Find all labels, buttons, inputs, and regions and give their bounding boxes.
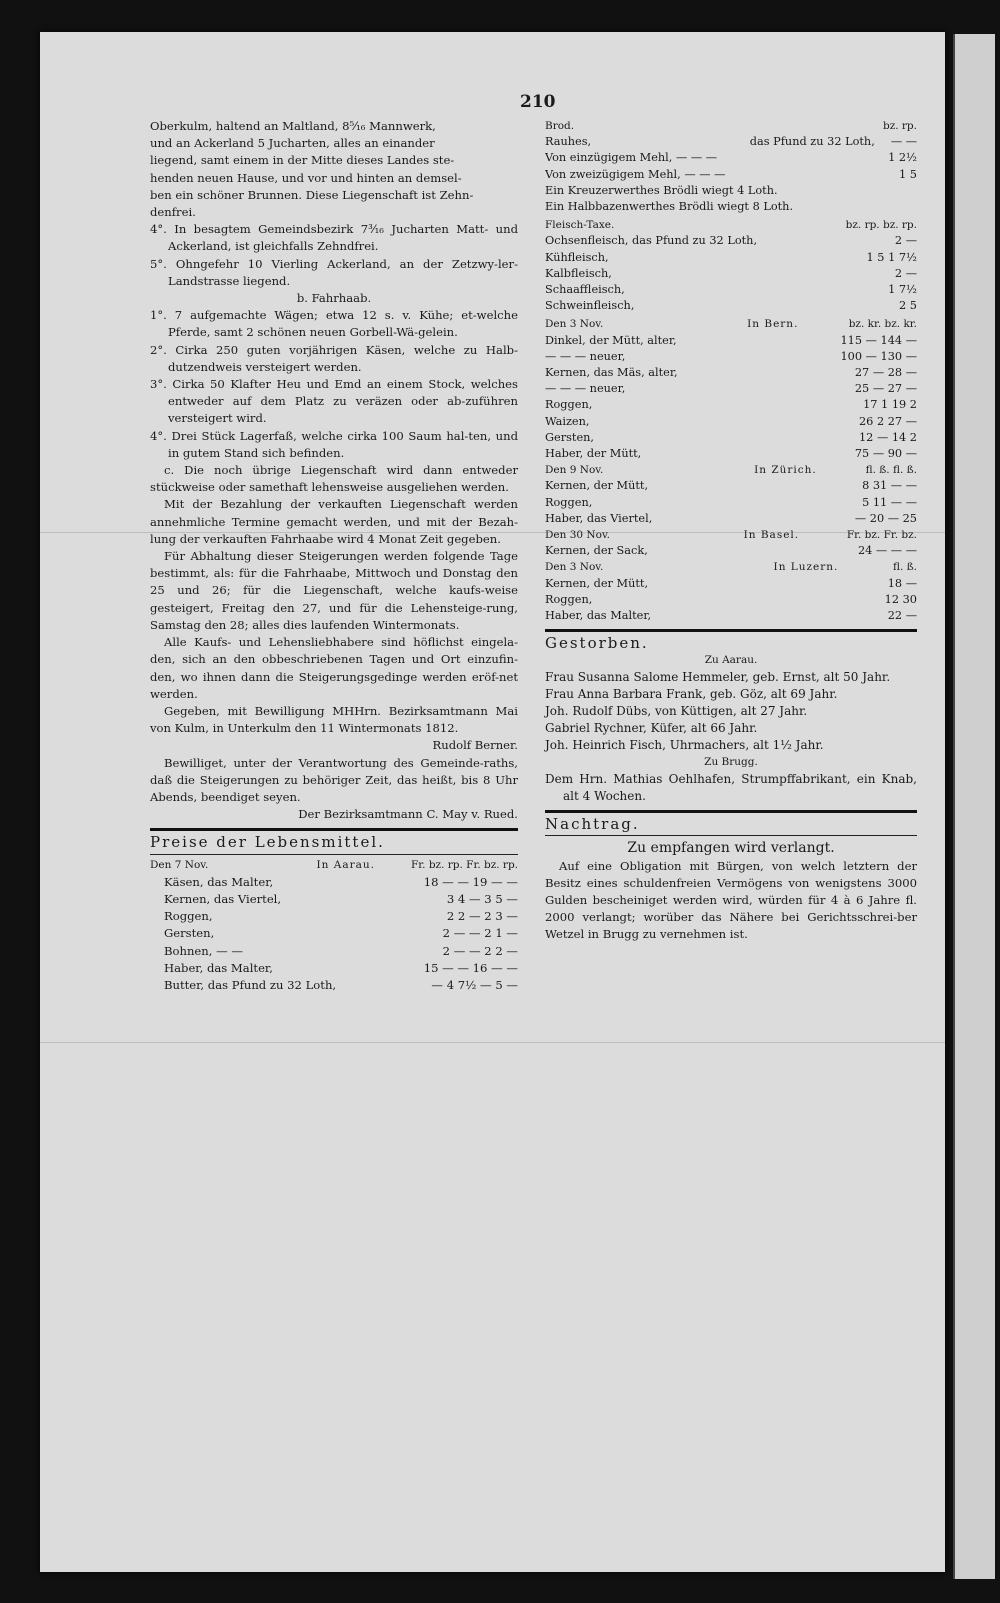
signature: Rudolf Berner. xyxy=(432,738,518,753)
divider xyxy=(545,629,917,632)
price-value: 2 — — 2 2 — xyxy=(442,943,518,958)
price-row xyxy=(545,333,917,349)
market-luzern xyxy=(545,559,917,624)
nachtrag-section xyxy=(545,816,917,943)
price-value: 8 31 — — xyxy=(862,479,917,493)
price-label: — — — neuer, xyxy=(545,349,626,363)
price-label: Kernen, das Mäs, alter, xyxy=(545,366,678,380)
price-row xyxy=(545,397,917,413)
price-label: Haber, das Malter, xyxy=(545,609,652,623)
paragraph: Bewilliget, unter der Verantwortung des Gemeinde-raths, daß die Steigerungen zu behöriger Zeit, das heißt, bis 8 Uhr Abends, beendiget seyen. xyxy=(150,755,518,804)
price-row xyxy=(545,495,917,511)
price-row xyxy=(150,943,518,960)
brod-note: Ein Kreuzerwerthes Brödli wiegt 4 Loth. xyxy=(545,183,778,197)
price-value: 27 — 28 — xyxy=(854,366,917,380)
brod-header xyxy=(545,118,917,134)
price-label: Gersten, xyxy=(545,430,594,444)
place-heading: Zu Aarau. xyxy=(704,654,758,667)
price-label: Dinkel, der Mütt, alter, xyxy=(545,333,677,347)
market-place: In Basel. xyxy=(743,529,800,542)
price-value: 26 2 27 — xyxy=(858,414,917,428)
market-place: In Zürich. xyxy=(754,464,817,477)
price-row xyxy=(545,430,917,446)
price-row xyxy=(545,592,917,608)
numbered-item: 5°. Ohngefehr 10 Vierling Ackerland, an der Zetzwy-ler-Landstrasse liegend. xyxy=(150,256,518,288)
text-line: henden neuen Hause, und vor und hinten an demsel- xyxy=(150,170,462,185)
unit-headers: bz. rp. bz. rp. xyxy=(845,219,917,232)
market-subheader xyxy=(545,559,917,575)
price-row xyxy=(150,925,518,942)
price-row xyxy=(545,298,917,314)
numbered-item: 3°. Cirka 50 Klafter Heu und Emd an einem Stock, welches entweder auf dem Platz zu veräzen oder ab-zuführen versteigert wird. xyxy=(150,377,518,426)
price-value: 1 5 xyxy=(899,167,917,181)
price-row xyxy=(545,250,917,266)
price-label: Haber, das Viertel, xyxy=(545,511,653,525)
deaths-section xyxy=(545,635,917,805)
price-label: Kalbfleisch, xyxy=(545,266,612,280)
price-label: Kühfleisch, xyxy=(545,250,609,264)
price-value: 15 — — 16 — — xyxy=(423,960,518,975)
price-label: Haber, das Malter, xyxy=(164,960,273,975)
nachtrag-text: Auf eine Obligation mit Bürgen, von welch letztern der Besitz eines schuldenfreien Vermögens von wenigstens 3000 Gulden bescheiniget werden wird, würden für 4 à 6 Jahre fl. 2000 verlangt; worüber das Nähere bei Gerichtsschrei-ber Wetzel in Brugg zu vernehmen ist. xyxy=(545,859,917,942)
price-row xyxy=(545,511,917,527)
brod-section xyxy=(545,118,917,215)
price-row xyxy=(150,891,518,908)
price-row xyxy=(545,167,917,183)
price-value: — 20 — 25 xyxy=(854,511,917,525)
intro-text xyxy=(150,118,518,221)
divider xyxy=(150,854,518,855)
page-number: 210 xyxy=(520,92,556,112)
price-value: 22 — xyxy=(887,609,917,623)
numbered-item: 4°. In besagtem Gemeindsbezirk 7³⁄₁₆ Jucharten Matt- und Ackerland, ist gleichfalls Zehndfrei. xyxy=(150,222,518,254)
price-value: 2 2 — 2 3 — xyxy=(446,909,518,924)
price-row xyxy=(150,960,518,977)
price-label: Bohnen, — — xyxy=(164,943,244,958)
price-label: Ochsenfleisch, das Pfund zu 32 Loth, xyxy=(545,234,758,248)
price-label: Haber, der Mütt, xyxy=(545,447,642,461)
price-row xyxy=(150,977,518,994)
price-value: 5 11 — — xyxy=(862,495,917,509)
market-zuerich xyxy=(545,462,917,527)
unit-headers: fl. ß. xyxy=(892,561,917,574)
price-value: 75 — 90 — xyxy=(854,447,917,461)
brod-heading: Brod. xyxy=(545,120,575,132)
price-value: 12 — 14 2 xyxy=(858,430,917,444)
death-entry: Joh. Rudolf Dübs, von Küttigen, alt 27 Jahr. xyxy=(545,704,808,719)
paragraph: c. Die noch übrige Liegenschaft wird dann entweder stückweise oder samethaft lehensweise ausgeliehen werden. xyxy=(150,463,518,495)
text-line: liegend, samt einem in der Mitte dieses Landes ste- xyxy=(150,153,455,168)
unit-headers: Fr. bz. Fr. bz. xyxy=(846,529,917,542)
price-row xyxy=(545,381,917,397)
price-value: 2 — — 2 1 — xyxy=(442,926,518,941)
price-unit: das Pfund zu 32 Loth, xyxy=(749,135,875,149)
price-label: Waizen, xyxy=(545,414,590,428)
paragraph: Mit der Bezahlung der verkauften Liegenschaft werden annehmliche Termine gemacht werden, und mit der Bezah-lung der verkauften Fahrhaabe wird 4 Monat Zeit gegeben. xyxy=(150,497,518,546)
price-value: 18 — — 19 — — xyxy=(423,874,518,889)
market-place: In Luzern. xyxy=(773,561,839,574)
price-label: Schweinfleisch, xyxy=(545,299,635,313)
price-label: Gersten, xyxy=(164,926,215,941)
signature: Der Bezirksamtmann C. May v. Rued. xyxy=(298,807,518,822)
death-entry: Frau Susanna Salome Hemmeler, geb. Ernst, alt 50 Jahr. xyxy=(545,670,891,685)
market-place: In Aarau. xyxy=(316,858,375,871)
death-entry: Gabriel Rychner, Küfer, alt 66 Jahr. xyxy=(545,721,758,736)
price-row xyxy=(545,543,917,559)
numbered-item: 4°. Drei Stück Lagerfaß, welche cirka 100 Saum hal-ten, und in gutem Stand sich befinden. xyxy=(150,428,518,460)
market-subheader xyxy=(545,316,917,332)
price-value: — — xyxy=(890,135,917,149)
death-entry: Joh. Heinrich Fisch, Uhrmachers, alt 1½ Jahr. xyxy=(545,738,824,753)
price-row xyxy=(545,608,917,624)
price-label: Roggen, xyxy=(545,398,593,412)
text-line: ben ein schöner Brunnen. Diese Liegenschaft ist Zehn- xyxy=(150,187,474,202)
divider xyxy=(545,835,917,836)
unit-headers: bz. kr. bz. kr. xyxy=(848,318,918,331)
price-value: 1 5 1 7½ xyxy=(866,250,917,264)
price-value: 18 — xyxy=(887,576,917,590)
price-label: Rauhes, xyxy=(545,135,592,149)
market-place: In Bern. xyxy=(747,318,799,331)
adjacent-page-edge xyxy=(953,34,995,1579)
price-row xyxy=(545,478,917,494)
market-date: Den 7 Nov. xyxy=(150,858,209,871)
text-line: Oberkulm, haltend an Maltland, 8⁵⁄₁₆ Mannwerk, xyxy=(150,119,436,133)
price-row xyxy=(545,414,917,430)
price-value: 100 — 130 — xyxy=(840,349,917,363)
price-label: Kernen, der Sack, xyxy=(545,544,648,558)
fleisch-heading: Fleisch-Taxe. xyxy=(545,219,615,232)
price-row xyxy=(545,365,917,381)
death-entry: Frau Anna Barbara Frank, geb. Göz, alt 69 Jahr. xyxy=(545,687,838,702)
price-value: 24 — — — xyxy=(857,544,917,558)
market-subheader xyxy=(545,462,917,478)
text-line: und an Ackerland 5 Jucharten, alles an einander xyxy=(150,136,435,151)
right-column xyxy=(545,118,917,943)
price-label: Von einzügigem Mehl, — — — xyxy=(545,151,718,165)
paragraph: Für Abhaltung dieser Steigerungen werden folgende Tage bestimmt, als: für die Fahrhaabe, Mittwoch und Donstag den 25 und 26; für die Liegenschaft, welche kaufs-weise gesteigert, Freitag den 27, und für die Lehensteige-rung, Samstag den 28; alles dies laufenden Wintermonats. xyxy=(150,549,518,632)
market-date: Den 3 Nov. xyxy=(545,318,604,331)
price-label: Schaaffleisch, xyxy=(545,283,625,297)
price-label: Kernen, der Mütt, xyxy=(545,479,649,493)
price-row xyxy=(545,266,917,282)
price-value: 2 — xyxy=(894,266,917,280)
fleisch-section xyxy=(545,217,917,314)
unit-headers: fl. ß. fl. ß. xyxy=(865,464,917,477)
deaths-heading: Gestorben. xyxy=(545,634,649,653)
numbered-item: 1°. 7 aufgemachte Wägen; etwa 12 s. v. Kühe; et-welche Pferde, samt 2 schönen neuen Gorbell-Wä-gelein. xyxy=(150,308,518,340)
divider xyxy=(150,828,518,831)
price-label: Von zweizügigem Mehl, — — — xyxy=(545,167,726,181)
price-row xyxy=(545,150,917,166)
price-label: Butter, das Pfund zu 32 Loth, xyxy=(164,977,337,992)
price-label: Kernen, das Viertel, xyxy=(164,891,282,906)
price-label: Roggen, xyxy=(545,592,593,606)
price-label: Roggen, xyxy=(545,495,593,509)
price-value: 2 — xyxy=(894,234,917,248)
price-label: Kernen, der Mütt, xyxy=(545,576,649,590)
market-bern xyxy=(545,316,917,462)
nachtrag-heading: Nachtrag. xyxy=(545,815,640,834)
market-date: Den 3 Nov. xyxy=(545,561,604,574)
market-subheader xyxy=(150,857,518,874)
nachtrag-subheading: Zu empfangen wird verlangt. xyxy=(627,840,835,857)
numbered-item: 2°. Cirka 250 guten vorjährigen Käsen, welche zu Halb-dutzendweis versteigert werden. xyxy=(150,342,518,374)
prices-heading: Preise der Lebensmittel. xyxy=(150,833,385,852)
price-value: — 4 7½ — 5 — xyxy=(431,977,518,992)
price-value: 1 7½ xyxy=(888,283,917,297)
price-row xyxy=(545,446,917,462)
market-date: Den 30 Nov. xyxy=(545,529,610,542)
price-value: 1 2½ xyxy=(888,151,917,165)
price-row xyxy=(545,282,917,298)
left-column xyxy=(150,118,518,994)
market-subheader xyxy=(545,527,917,543)
price-row xyxy=(545,233,917,249)
death-entry: Dem Hrn. Mathias Oehlhafen, Strumpffabrikant, ein Knab, alt 4 Wochen. xyxy=(545,772,917,804)
market-basel xyxy=(545,527,917,559)
paragraph: Gegeben, mit Bewilligung MHHrn. Bezirksamtmann Mai von Kulm, in Unterkulm den 11 Wintermonats 1812. xyxy=(150,703,518,736)
brod-note: Ein Halbbazenwerthes Brödli wiegt 8 Loth. xyxy=(545,200,794,214)
price-value: 2 5 xyxy=(899,299,917,313)
price-value: 25 — 27 — xyxy=(854,382,917,396)
unit-headers: bz. rp. xyxy=(882,120,917,132)
price-row xyxy=(545,349,917,365)
text-line: denfrei. xyxy=(150,205,196,220)
price-value: 115 — 144 — xyxy=(840,333,917,347)
paragraph: Alle Kaufs- und Lehensliebhabere sind höflichst eingela-den, sich an den obbeschriebenen Tagen und Ort einzufin-den, wo ihnen dann die Steigerungsgedinge werden eröf-net werden. xyxy=(150,635,518,701)
price-value: 12 30 xyxy=(884,592,917,606)
prices-section xyxy=(150,834,518,994)
price-row xyxy=(545,576,917,592)
price-value: 3 4 — 3 5 — xyxy=(446,891,518,906)
price-row xyxy=(150,908,518,925)
price-label: — — — neuer, xyxy=(545,382,626,396)
price-row xyxy=(545,134,917,150)
divider xyxy=(545,810,917,813)
price-row xyxy=(150,874,518,891)
section-heading: b. Fahrhaab. xyxy=(296,291,372,306)
fold-line xyxy=(40,1042,945,1043)
fleisch-header xyxy=(545,217,917,233)
unit-headers: Fr. bz. rp. Fr. bz. rp. xyxy=(411,858,519,871)
place-heading: Zu Brugg. xyxy=(704,756,758,769)
price-value: 17 1 19 2 xyxy=(863,398,917,412)
price-label: Käsen, das Malter, xyxy=(164,874,274,889)
price-label: Roggen, xyxy=(164,909,213,924)
market-date: Den 9 Nov. xyxy=(545,464,604,477)
